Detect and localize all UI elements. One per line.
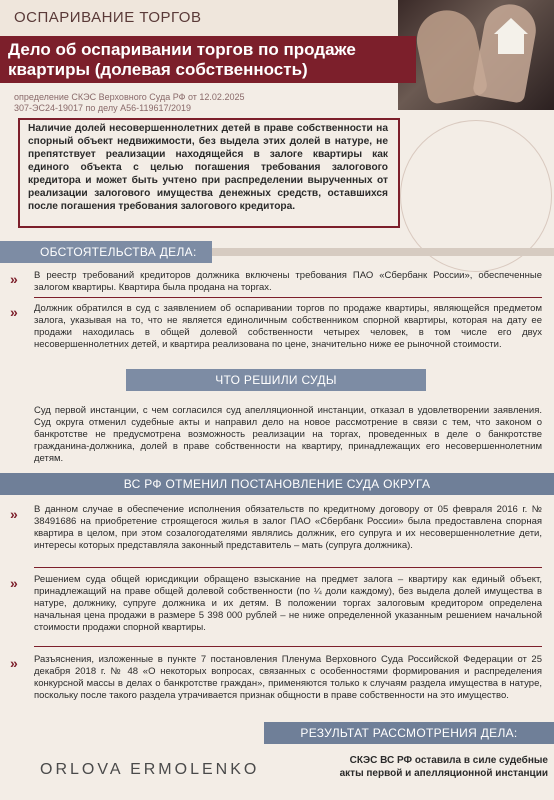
chevron-right-icon: » bbox=[10, 271, 18, 287]
divider bbox=[34, 297, 542, 298]
chevron-right-icon: » bbox=[10, 304, 18, 320]
courts-text: Суд первой инстанции, с чем согласился суд апелляционной инстанции, отказал в удовлетворении заявления. Суд округа отменил судебные акты и направил дело на новое рассмотрение в связи с тем, что законом о банкротстве не предусмотрена возможность реализации на торгах, проведенных в деле о банкротстве гражданина-должника, долей в праве собственности на квартиру, принадлежащих его несовершеннолетним детям. bbox=[34, 405, 542, 464]
circumstances-label: ОБСТОЯТЕЛЬСТВА ДЕЛА: bbox=[0, 241, 212, 263]
page-title: Дело об оспаривании торгов по продаже квартиры (долевая собственность) bbox=[8, 40, 356, 79]
circumstance-item: В реестр требований кредиторов должника включены требования ПАО «Сбербанк России», обеспеченные залогом квартиры. Квартира была продана на торгах. bbox=[34, 270, 542, 293]
divider bbox=[34, 567, 542, 568]
courts-label: ЧТО РЕШИЛИ СУДЫ bbox=[126, 369, 426, 391]
result-text: СКЭС ВС РФ оставила в силе судебные акты первой и апелляционной инстанции bbox=[339, 755, 548, 779]
case-reference: определение СКЭС Верховного Суда РФ от 12.02.2025 307-ЭС24-19017 по делу А56-119617/2019 bbox=[14, 92, 245, 113]
divider bbox=[34, 646, 542, 647]
chevron-right-icon: » bbox=[10, 575, 18, 591]
supreme-item: Решением суда общей юрисдикции обращено взыскание на предмет залога – квартиру как единый объект, принадлежащий на праве общей долевой собственности (по ¼ доли каждому), без выдела долей имущества в натуре, должнику, супруге должника и их детям. В положении торгах залоговым кредитором определена начальная цена продажи в размере 5 398 000 рублей – не ниже определенной указанным решением начальной стоимости продажи спорной квартиры. bbox=[34, 574, 542, 633]
supreme-item: Разъяснения, изложенные в пункте 7 постановления Пленума Верховного Суда Российской Федерации от 25 декабря 2018 г. № 48 «О некоторых вопросах, связанных с особенностями формирования и распределения конкурсной массы в делах о банкротстве граждан», применяются только к случаям раздела имущества в натуре, поскольку после такого раздела утрачивается признак общности в праве собственности на это имущество. bbox=[34, 654, 542, 701]
header-photo bbox=[398, 0, 554, 110]
supreme-item: В данном случае в обеспечение исполнения обязательств по кредитному договору от 05 февраля 2016 г. № 38491686 на приобретение строящегося жилья в залог ПАО «Сбербанк России» была предоставлена спорная квартира в целом, при этом созалогодателями являлись должник, его супруга и их несовершеннолетние дети, интересы которых представляла законный представитель – мать (супруга должника). bbox=[34, 504, 542, 551]
supreme-label: ВС РФ ОТМЕНИЛ ПОСТАНОВЛЕНИЕ СУДА ОКРУГА bbox=[0, 473, 554, 495]
result-label: РЕЗУЛЬТАТ РАССМОТРЕНИЯ ДЕЛА: bbox=[264, 722, 554, 744]
chevron-right-icon: » bbox=[10, 506, 18, 522]
chevron-right-icon: » bbox=[10, 655, 18, 671]
company-logo: ORLOVA ERMOLENKO bbox=[40, 761, 260, 778]
summary-text: Наличие долей несовершеннолетних детей в праве собственности на спорный объект недвижимости, без выдела этих долей в натуре, не препятствует реализации находящейся в залоге квартиры как единого объекта с целью погашения требования залогового кредитора и может быть учтено при распределении вырученных от реализации залогового имущества денежных средств, оставшихся после погашения требования залогового кредитора. bbox=[28, 123, 388, 212]
circumstance-item: Должник обратился в суд с заявлением об оспаривании торгов по продаже квартиры, являющейся предметом залога, указывая на то, что не является единоличным собственником спорной квартиры, которая на дату ее продажи находилась в общей долевой собственности четырех человек, в том числе его двух несовершеннолетних детей, и квартира реализована по цене, значительно ниже ее рыночной стоимости. bbox=[34, 303, 542, 350]
section-label: ОСПАРИВАНИЕ ТОРГОВ bbox=[14, 9, 202, 26]
